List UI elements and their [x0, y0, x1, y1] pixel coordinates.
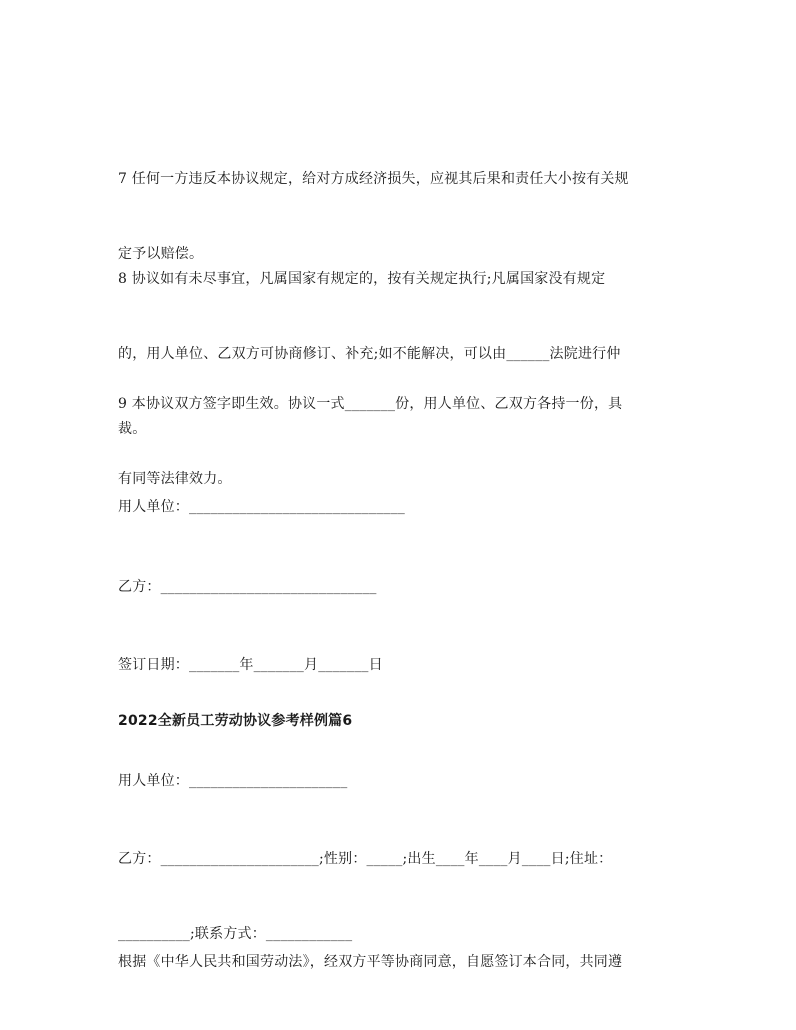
- preamble-line-1: 根据《中华人民共和国劳动法》，经双方平等协商同意，自愿签订本合同，共同遵: [118, 954, 623, 970]
- employer-field-line: 用人单位：______________________: [118, 773, 348, 789]
- clause-7-line-1: 7 任何一方违反本协议规定，给对方成经济损失，应视其后果和责任大小按有关规: [118, 171, 629, 187]
- clause-8-line-2: 的，用人单位、乙双方可协商修订、补充;如不能解决，可以由______法院进行仲: [118, 346, 621, 362]
- signature-employer-line: 用人单位：______________________________: [118, 499, 405, 515]
- clause-8-line-3: 裁。: [118, 421, 147, 437]
- clause-9-line-1: 9 本协议双方签字即生效。协议一式_______份，用人单位、乙双方各持一份，具: [118, 396, 623, 412]
- party-b-info-line-2: __________;联系方式：____________: [118, 926, 353, 942]
- section-title-text: 2022全新员工劳动协议参考样例篇6: [118, 713, 353, 729]
- party-b-info-line-1: 乙方：______________________;性别：_____;出生____年____月____日;住址：: [118, 851, 613, 867]
- clause-7-line-2: 定予以赔偿。: [118, 246, 204, 262]
- signing-date-line: 签订日期：_______年_______月_______日: [118, 657, 383, 673]
- signature-party-b-line: 乙方：______________________________: [118, 579, 377, 595]
- preamble: [118, 900, 688, 1025]
- clause-8-line-1: 8 协议如有未尽事宜，凡属国家有规定的，按有关规定执行;凡属国家没有规定: [118, 271, 606, 287]
- clause-9-line-2: 有同等法律效力。: [118, 471, 232, 487]
